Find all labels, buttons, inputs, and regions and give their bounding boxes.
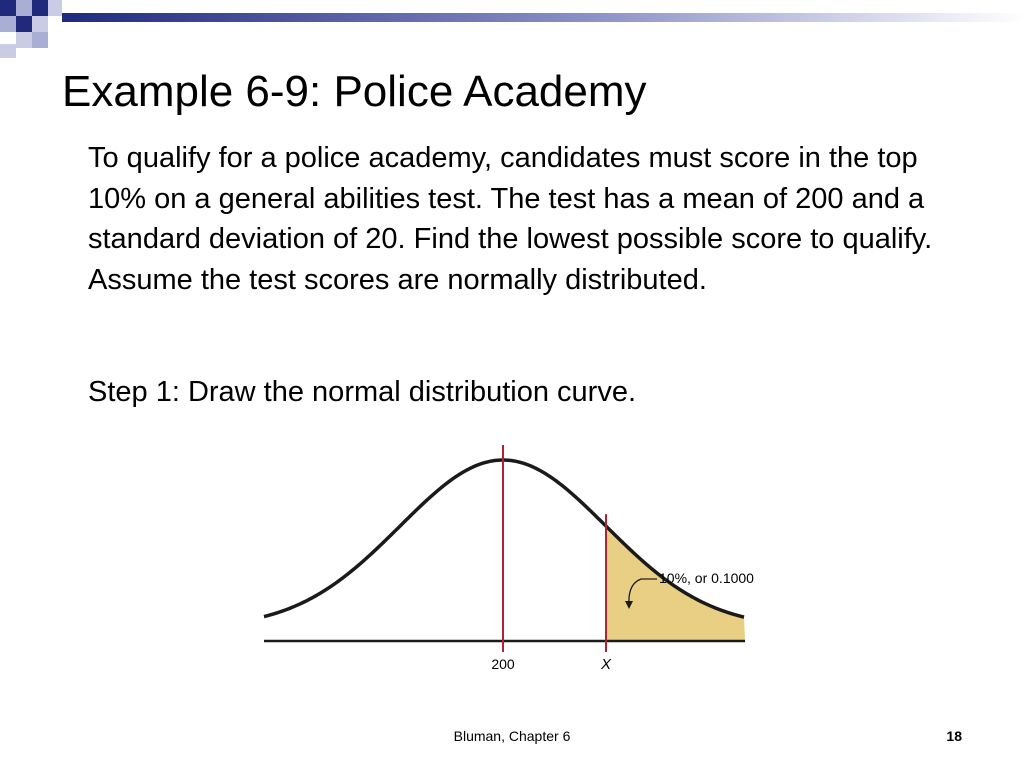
slide-title: Example 6-9: Police Academy (62, 67, 647, 116)
area-label: 10%, or 0.1000 (659, 570, 754, 586)
page-number: 18 (946, 728, 962, 744)
step-instruction: Step 1: Draw the normal distribution curve. (88, 376, 637, 408)
problem-statement: To qualify for a police academy, candidates must score in the top 10% on a general abilities test. The test has a mean of 200 and a standard deviation of 20. Find the lowest possible score to qualify. Assume the test scores are normally distributed. (88, 142, 933, 296)
mean-tick-label: 200 (491, 656, 515, 672)
footer-source: Bluman, Chapter 6 (453, 728, 571, 744)
x-tick-label: X (600, 656, 612, 673)
